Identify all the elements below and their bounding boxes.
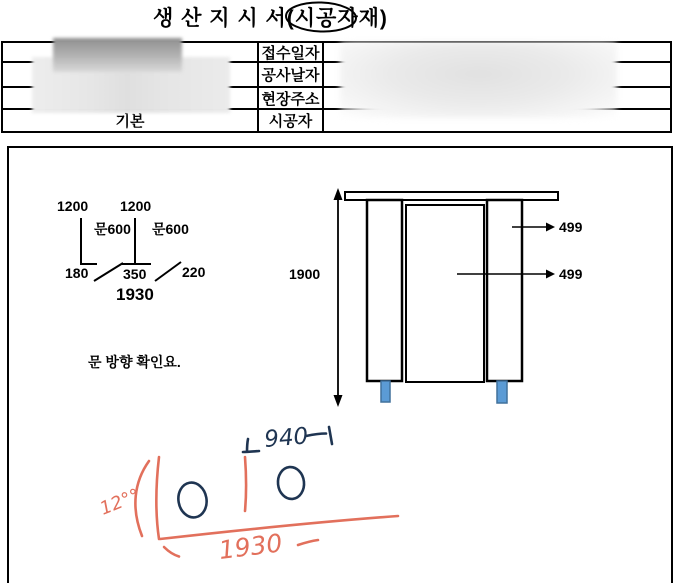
door-direction-note: 문 방향 확인요. bbox=[88, 354, 181, 370]
sketch-left-height-text: 12°° bbox=[97, 484, 143, 520]
page-title-suffix: 자재) bbox=[337, 7, 388, 30]
plan-total-label: 1930 bbox=[116, 285, 154, 304]
table-label-construction-date: 공사날자 bbox=[257, 63, 324, 88]
table-label-receipt-date: 접수일자 bbox=[257, 43, 324, 63]
cabinet-height-label: 1900 bbox=[289, 266, 321, 282]
plan-seg-mid-label: 350 bbox=[123, 266, 147, 282]
page-title-circled-word: (시공 bbox=[286, 7, 338, 30]
sketch-top-width-text: 940 bbox=[263, 423, 310, 453]
page-title bbox=[153, 2, 388, 32]
cabinet-depth-top-label: 499 bbox=[559, 219, 583, 235]
plan-seg-right-label: 220 bbox=[182, 264, 206, 280]
plan-door-left-label: 문600 bbox=[94, 221, 131, 237]
page-title-prefix: 생 산 지 시 서 bbox=[153, 7, 287, 30]
sketch-bottom-width-text: 1930 bbox=[217, 528, 284, 565]
plan-door-right-label: 문600 bbox=[152, 221, 189, 237]
table-label-constructor: 시공자 bbox=[257, 110, 324, 131]
cabinet-depth-bottom-label: 499 bbox=[559, 266, 583, 282]
plan-width-right-label: 1200 bbox=[120, 198, 152, 214]
redaction-blur-right bbox=[340, 42, 617, 118]
plan-seg-left-label: 180 bbox=[65, 265, 89, 281]
table-cell-basic: 기본 bbox=[115, 113, 145, 130]
redaction-blur-top-dark bbox=[53, 38, 182, 72]
plan-width-left-label: 1200 bbox=[57, 198, 89, 214]
table-label-site-address: 현장주소 bbox=[257, 88, 324, 110]
